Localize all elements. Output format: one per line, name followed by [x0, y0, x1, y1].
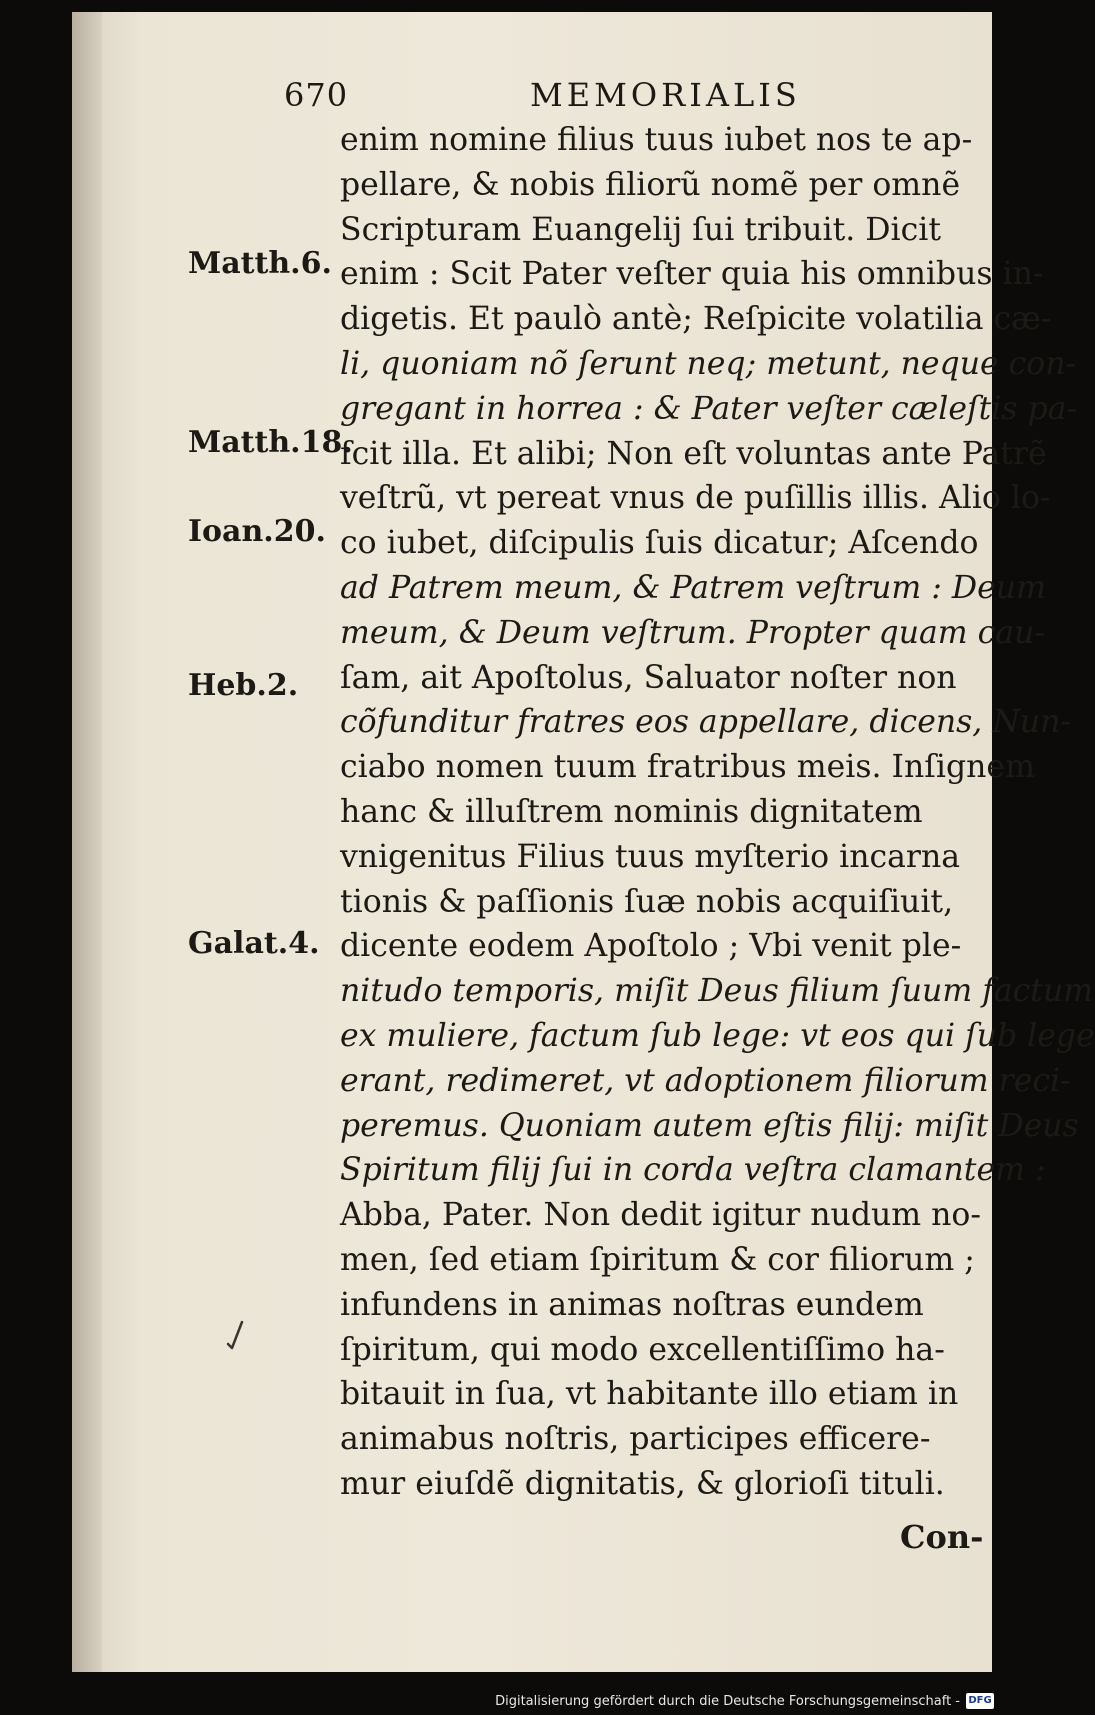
footer-bar [0, 1690, 1000, 1715]
text-line: hanc & illuſtrem nominis dignitatem [340, 793, 923, 830]
text-line: Scripturam Euangelij ſui tribuit. Dicit [340, 211, 942, 248]
margin-note-galat-4: Galat.4. [188, 926, 320, 961]
text-line: Abba, Pater. Non dedit igitur nudum no- [340, 1197, 982, 1234]
text-line: veſtrũ, vt pereat vnus de puſillis illis. Alio lo- [340, 480, 1051, 517]
text-line: ad Patrem meum, & Patrem veſtrum : Deum [340, 569, 1046, 606]
text-line: meum, & Deum veſtrum. Propter quam cau- [340, 614, 1046, 651]
page-number: 670 [284, 76, 349, 114]
margin-note-heb-2: Heb.2. [188, 668, 299, 703]
text-line: peremus. Quoniam autem eſtis filij: miſit Deus [340, 1107, 1079, 1144]
page-gutter [72, 12, 102, 1672]
footer-credit: Digitalisierung gefördert durch die Deutsche Forschungsgemeinschaft - [495, 1694, 960, 1709]
text-line: ſcit illa. Et alibi; Non eſt voluntas ante Patrẽ [340, 435, 1047, 472]
text-line: co iubet, diſcipulis ſuis dicatur; Aſcendo [340, 525, 979, 562]
text-line: men, ſed etiam ſpiritum & cor filiorum ; [340, 1241, 975, 1278]
dfg-logo-text: DFG [968, 1695, 992, 1706]
text-line: tionis & paſſionis ſuæ nobis acquiſiuit, [340, 883, 954, 920]
text-line: cõfunditur fratres eos appellare, dicens, Nun- [340, 704, 1072, 741]
page-header [0, 76, 1000, 116]
text-line: li, quoniam nõ ſerunt neq; metunt, neque con- [340, 345, 1077, 382]
body-text [340, 118, 1095, 1507]
text-line: infundens in animas noſtras eundem [340, 1286, 924, 1323]
text-line: digetis. Et paulò antè; Reſpicite volatilia cæ- [340, 301, 1052, 338]
text-line: Spiritum filij ſui in corda veſtra clamantem : [340, 1152, 1046, 1189]
text-line: ſpiritum, qui modo excellentiſſimo ha- [340, 1331, 945, 1368]
text-line: ſam, ait Apoſtolus, Saluator noſter non [340, 659, 957, 696]
margin-note-ioan-20: Ioan.20. [188, 514, 326, 549]
margin-note-matth-6: Matth.6. [188, 246, 332, 281]
running-head: MEMORIALIS [530, 76, 801, 114]
text-line: pellare, & nobis filiorũ nomẽ per omnẽ [340, 166, 961, 203]
text-line: vnigenitus Filius tuus myſterio incarna [340, 838, 961, 875]
pencil-mark-icon [220, 1318, 250, 1358]
text-line: gregant in horrea : & Pater veſter cæleſtis pa- [340, 390, 1078, 427]
text-line: nitudo temporis, miſit Deus filium ſuum factum [340, 973, 1094, 1010]
dfg-logo [966, 1693, 994, 1709]
text-line: dicente eodem Apoſtolo ; Vbi venit ple- [340, 928, 962, 965]
text-line: enim : Scit Pater veſter quia his omnibus in- [340, 256, 1044, 293]
text-line: animabus noſtris, participes efficere- [340, 1421, 931, 1458]
text-line: mur eiuſdẽ dignitatis, & glorioſi tituli. [340, 1465, 945, 1502]
text-line: ciabo nomen tuum fratribus meis. Inſignem [340, 749, 1035, 786]
catchword: Con- [900, 1518, 984, 1556]
text-line: bitauit in ſua, vt habitante illo etiam in [340, 1376, 959, 1413]
text-line: ex muliere, factum ſub lege: vt eos qui ſub lege [340, 1017, 1095, 1054]
text-line: erant, redimeret, vt adoptionem filiorum reci- [340, 1062, 1071, 1099]
text-line: enim nomine filius tuus iubet nos te ap- [340, 122, 973, 158]
margin-note-matth-18: Matth.18. [188, 425, 353, 460]
